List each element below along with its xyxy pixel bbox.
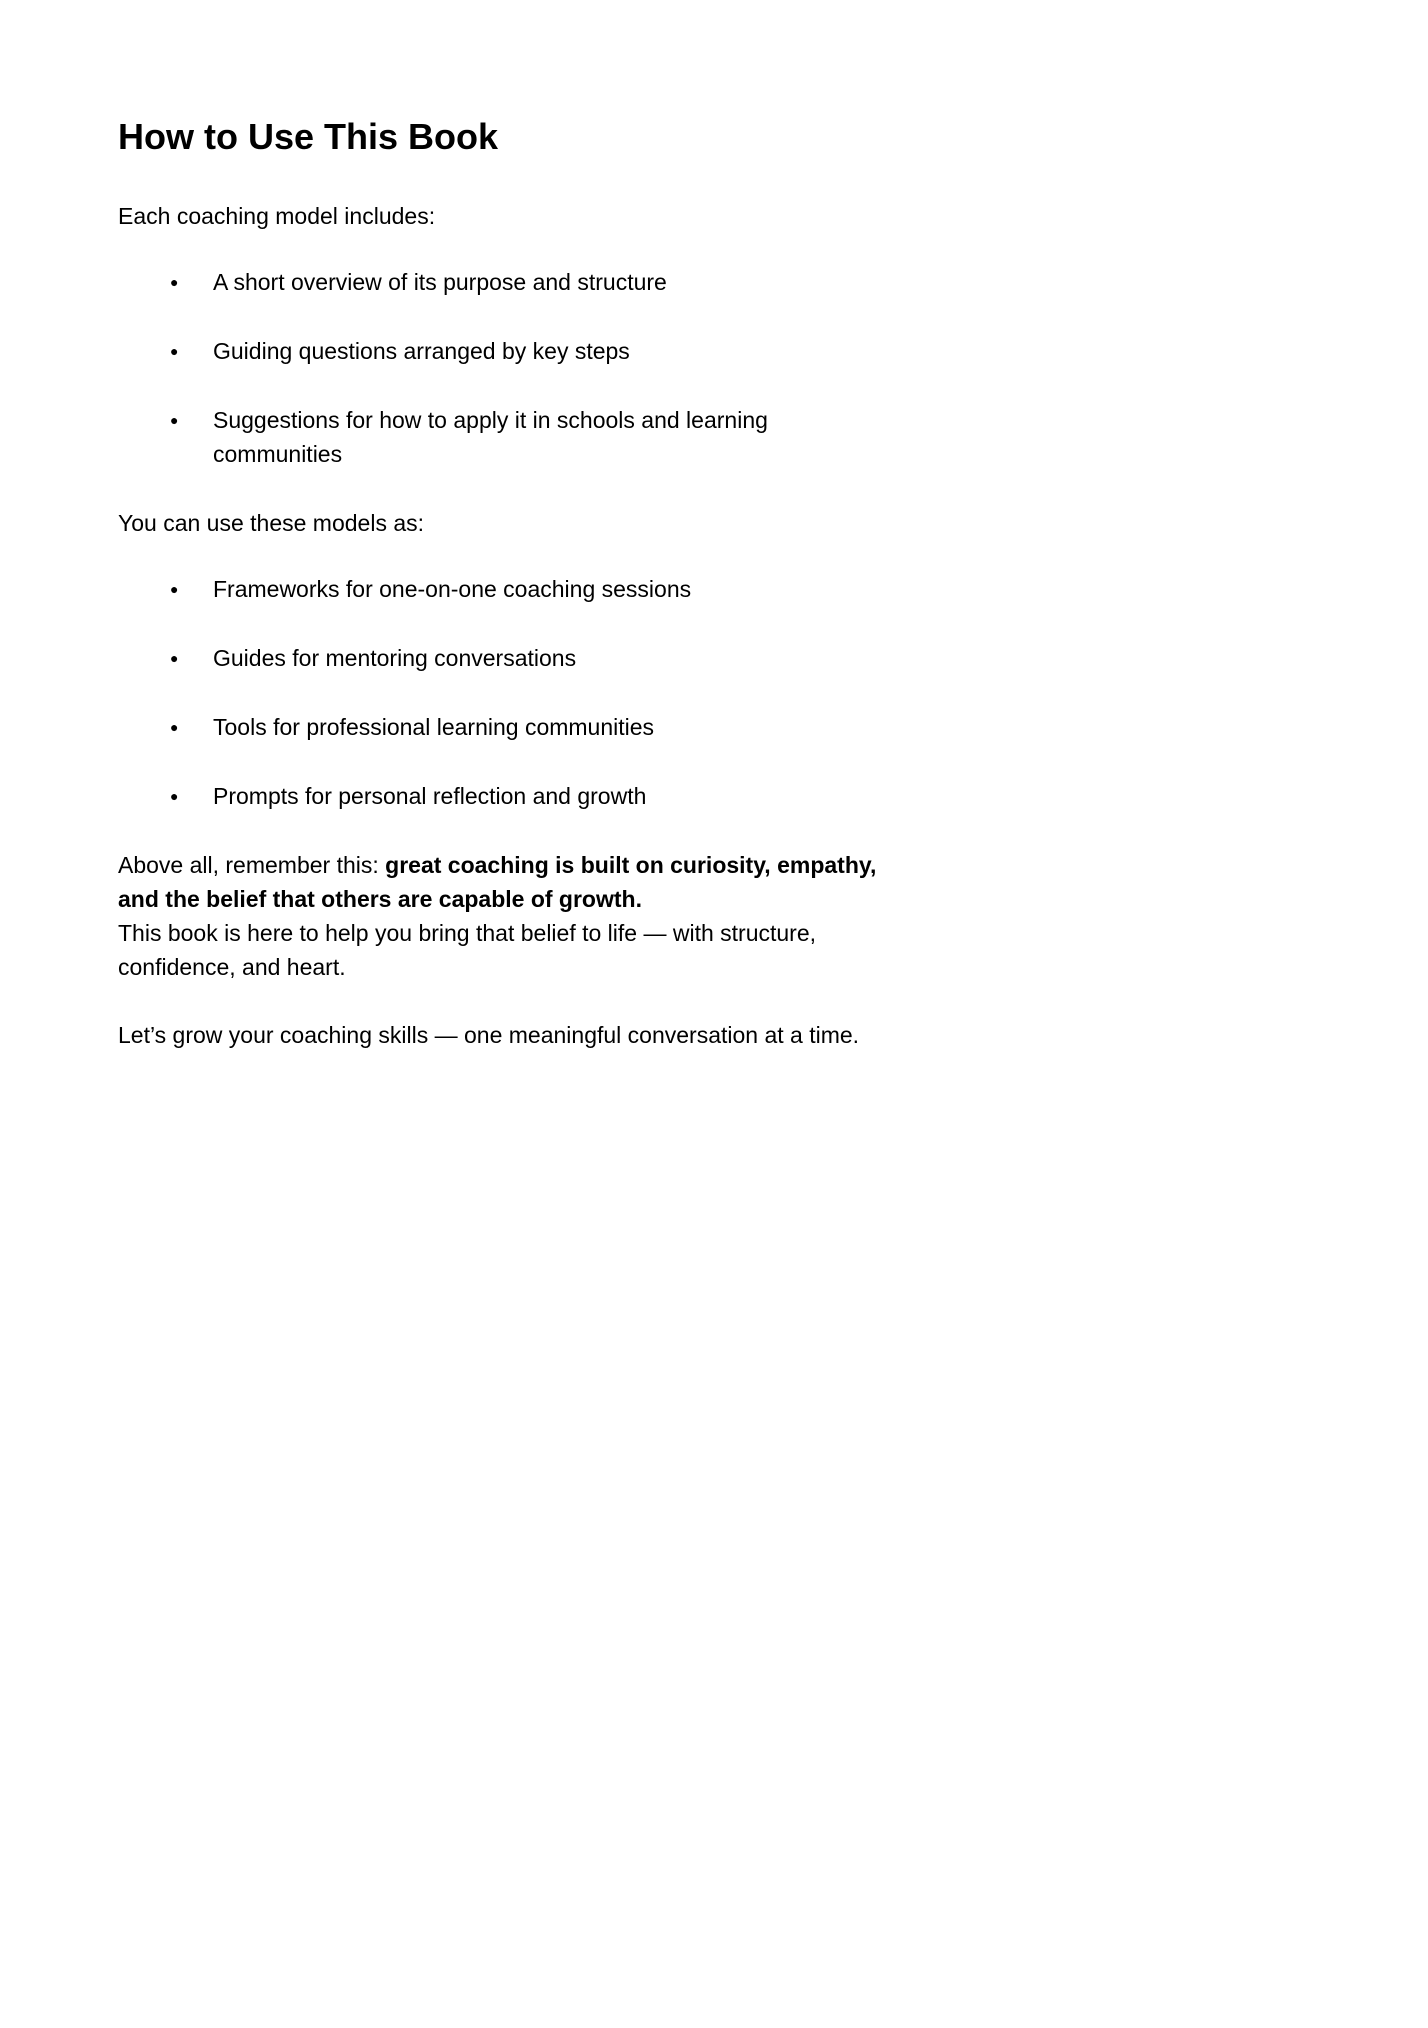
list-item-text: A short overview of its purpose and structure <box>213 269 667 295</box>
list-item <box>118 779 1310 813</box>
uses-list <box>118 572 1310 813</box>
list-item <box>118 403 1310 471</box>
closing-bold-line2: and the belief that others are capable of growth. <box>118 886 642 912</box>
bullet-icon: ● <box>170 788 179 804</box>
final-paragraph: Let’s grow your coaching skills — one meaningful conversation at a time. <box>118 1022 860 1048</box>
bullet-icon: ● <box>170 719 179 735</box>
bullet-icon: ● <box>170 581 179 597</box>
closing-line3: This book is here to help you bring that belief to life — with structure, <box>118 920 817 946</box>
list-item-text: Tools for professional learning communities <box>213 714 655 740</box>
list-item-text: Guides for mentoring conversations <box>213 645 577 671</box>
intro-paragraph-includes: Each coaching model includes: <box>118 203 436 229</box>
bullet-icon: ● <box>170 343 179 359</box>
list-item <box>118 641 1310 675</box>
bullet-icon: ● <box>170 412 179 428</box>
list-item <box>118 265 1310 299</box>
bullet-icon: ● <box>170 650 179 666</box>
includes-list <box>118 265 1310 471</box>
page-title: How to Use This Book <box>118 116 499 157</box>
closing-paragraph <box>118 848 1218 984</box>
closing-line4: confidence, and heart. <box>118 954 346 980</box>
list-item <box>118 710 1310 744</box>
closing-prefix: Above all, remember this: <box>118 852 386 878</box>
list-item-text: Suggestions for how to apply it in schools and learning communities <box>213 407 768 467</box>
list-item-text: Frameworks for one-on-one coaching sessions <box>213 576 692 602</box>
list-item <box>118 572 1310 606</box>
list-item-text: Prompts for personal reflection and growth <box>213 783 647 809</box>
list-item-text: Guiding questions arranged by key steps <box>213 338 630 364</box>
list-item <box>118 334 1310 368</box>
intro-paragraph-models: You can use these models as: <box>118 510 425 536</box>
closing-bold-line1: great coaching is built on curiosity, empathy, <box>385 852 877 878</box>
bullet-icon: ● <box>170 274 179 290</box>
